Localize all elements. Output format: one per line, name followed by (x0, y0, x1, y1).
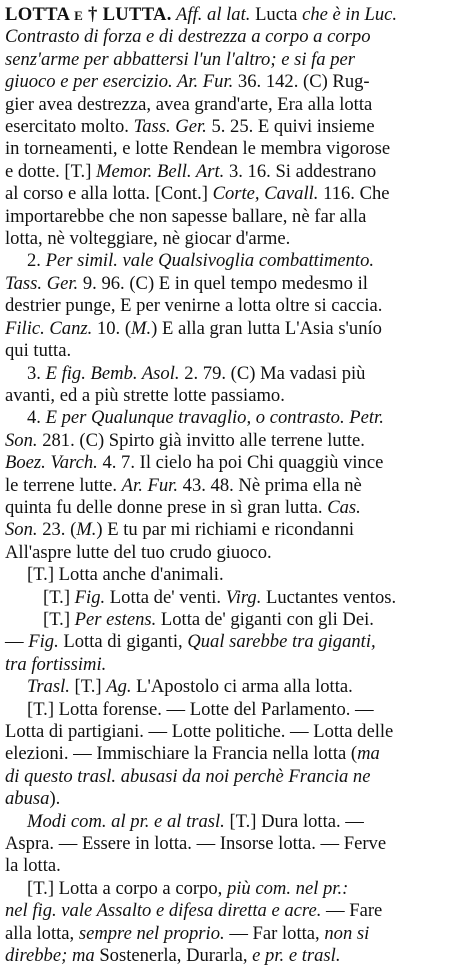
text-line (5, 49, 460, 71)
text-fragment: [T.] (43, 586, 75, 608)
text-fragment: Lotta di partigiani. — Lotte politiche. — Lotta delle (5, 721, 394, 742)
text-fragment: elezioni. — Immischiare la Francia nella lotta ( (5, 743, 358, 765)
text-fragment: 43. 48. Nè prima ella nè (182, 474, 362, 496)
text-fragment: Corte, Cavall. (212, 183, 324, 205)
text-fragment: Boez. Varch. (5, 452, 103, 474)
text-fragment: Lotta de' giganti con gli Dei. (160, 608, 374, 630)
text-fragment: [T.] (43, 608, 75, 630)
text-line (5, 900, 460, 922)
text-fragment: ) E tu par mi richiami e ricondanni (96, 519, 355, 541)
text-fragment: Cas. (327, 496, 361, 518)
text-line (5, 250, 460, 272)
text-line (5, 923, 460, 945)
text-fragment: Per estens. (74, 608, 161, 630)
text-fragment: Luctantes ventos. (266, 586, 397, 608)
text-line (5, 564, 460, 586)
text-fragment: 5. 25. E quivi insieme (211, 116, 375, 138)
text-fragment: [T.] Dura lotta. — (229, 810, 364, 832)
text-fragment: [T.] Lotta forense. — Lotte del Parlamento. — (27, 698, 374, 720)
text-fragment: Tass. Ger. (5, 272, 83, 294)
text-fragment: Modi com. al pr. e al trasl. (27, 810, 230, 832)
text-fragment: Fig. (74, 586, 110, 608)
text-fragment: 3. (27, 362, 46, 384)
text-fragment: Memor. Bell. Art. (96, 160, 229, 182)
text-line (5, 811, 460, 833)
text-line (5, 609, 460, 631)
text-line (5, 855, 460, 877)
text-line (5, 743, 460, 765)
text-fragment: in torneamenti, e lotte Rendean le membra vigorose (5, 138, 391, 160)
text-line (5, 318, 460, 340)
text-line (5, 138, 460, 160)
text-line (5, 631, 460, 653)
text-line (5, 766, 460, 788)
text-fragment: 2. (27, 250, 46, 272)
text-line (5, 676, 460, 698)
text-line (5, 430, 460, 452)
text-fragment: 2. 79. (C) Ma vadasi più (184, 362, 366, 384)
text-fragment: 116. Che (323, 183, 390, 205)
text-fragment: Qual sarebbe tra giganti, (187, 631, 376, 653)
text-fragment: Ag. (106, 676, 137, 698)
text-fragment: esercitato molto. (5, 116, 134, 138)
text-fragment: Ar. Fur. (121, 474, 183, 496)
text-line (5, 71, 460, 93)
text-fragment: E fig. Bemb. Asol. (45, 362, 185, 384)
text-fragment: Sostenerla, Durarla, (99, 945, 253, 967)
text-fragment: e dotte. [T.] (5, 160, 97, 182)
text-line (5, 878, 460, 900)
text-line (5, 116, 460, 138)
text-fragment: al corso e alla lotta. [Cont.] (5, 183, 213, 205)
text-fragment: avanti, ed a più strette lotte passiamo. (5, 384, 285, 406)
text-fragment: Per simil. vale Qualsivoglia combattimento. (45, 250, 375, 272)
text-fragment: nel fig. vale Assalto e difesa diretta e acre. (5, 900, 327, 922)
text-fragment: Lotta di giganti, (63, 631, 188, 653)
text-fragment: alla lotta, (5, 922, 79, 944)
text-fragment: le terrene lutte. (5, 474, 122, 496)
text-fragment: 23. ( (42, 519, 77, 541)
text-fragment: L'Apostolo ci arma alla lotta. (136, 676, 353, 698)
text-fragment: [T.] Lotta anche d'animali. (27, 564, 224, 586)
text-fragment: E per Qualunque travaglio, o contrasto. Petr. (45, 407, 384, 429)
text-fragment: Lucta (255, 4, 303, 25)
text-fragment: la lotta. (5, 855, 61, 877)
text-fragment: quinta fu delle donne prese in sì gran lutta. (5, 496, 328, 518)
text-line (5, 833, 460, 855)
text-fragment: 10. ( (96, 317, 132, 339)
text-fragment: 281. (C) Spirto già invitto alle terrene lutte. (42, 429, 365, 451)
text-fragment: sempre nel proprio. (78, 922, 230, 944)
text-fragment: Aspra. — Essere in lotta. — Insorse lotta. — Ferve (5, 833, 387, 855)
text-line (5, 161, 460, 183)
text-line (5, 26, 460, 48)
text-fragment: importarebbe che non sapesse ballare, nè far alla (5, 205, 367, 227)
text-line (5, 542, 460, 564)
text-line (5, 295, 460, 317)
text-fragment: — Fare (326, 900, 383, 922)
text-fragment: Contrasto di forza e di destrezza a corpo a corpo (5, 26, 371, 48)
text-fragment: M. (131, 317, 152, 339)
text-fragment: 9. 96. (C) E in quel tempo medesmo il (82, 272, 368, 294)
text-line (5, 788, 460, 810)
text-fragment: abusa (5, 788, 50, 810)
text-fragment: Virg. (225, 586, 267, 608)
text-fragment: tra fortissimi. (5, 653, 107, 675)
text-fragment: All'aspre lutte del tuo crudo giuoco. (5, 541, 272, 563)
text-line (5, 587, 460, 609)
text-line (5, 475, 460, 497)
text-fragment: Trasl. (27, 676, 75, 698)
text-line (5, 273, 460, 295)
text-fragment: Aff. al lat. (171, 4, 256, 25)
text-fragment: 4. 7. Il cielo ha poi Chi quaggiù vince (102, 452, 384, 474)
text-fragment: Son. (5, 519, 43, 541)
text-line (5, 654, 460, 676)
text-fragment: Lotta de' venti. (109, 586, 226, 608)
text-line (5, 945, 460, 967)
text-fragment: qui tutta. (5, 340, 72, 362)
text-fragment: e pr. e trasl. (252, 945, 341, 967)
text-line (5, 183, 460, 205)
text-line (5, 94, 460, 116)
text-line (5, 385, 460, 407)
text-line (5, 228, 460, 250)
text-fragment: Filic. Canz. (5, 317, 97, 339)
text-fragment: lotta, nè volteggiare, nè giocar d'arme. (5, 228, 291, 250)
text-fragment: — Far lotta, (229, 922, 325, 944)
text-line (5, 363, 460, 385)
text-fragment: gier avea destrezza, avea grand'arte, Era alla lotta (5, 93, 373, 115)
text-line (5, 699, 460, 721)
text-fragment: Son. (5, 429, 43, 451)
text-fragment: senz'arme per abbattersi l'un l'altro; e si fa per (5, 48, 356, 70)
text-line (5, 721, 460, 743)
text-fragment: [T.] (74, 676, 107, 698)
text-fragment: destrier punge, E per venirne a lotta oltre si caccia. (5, 295, 383, 317)
text-fragment: 3. 16. Si addestrano (228, 160, 377, 182)
headword: LOTTA e † LUTTA. (5, 4, 172, 25)
text-fragment: ) E alla gran lutta L'Asia s'unío (151, 317, 382, 339)
text-fragment: [T.] Lotta a corpo a corpo, (27, 877, 227, 899)
text-fragment: M. (76, 519, 97, 541)
text-fragment: ma (357, 743, 380, 765)
text-fragment: 4. (27, 407, 46, 429)
text-line (5, 340, 460, 362)
text-fragment: di questo trasl. abusasi da noi perchè Francia ne (5, 765, 371, 787)
text-fragment: giuoco e per esercizio. Ar. Fur. (5, 71, 238, 93)
text-line (5, 497, 460, 519)
text-line (5, 407, 460, 429)
text-line (5, 206, 460, 228)
text-fragment: ). (49, 788, 61, 810)
text-fragment: non si (324, 922, 370, 944)
text-line (5, 4, 460, 26)
text-line (5, 519, 460, 541)
text-fragment: Fig. (28, 631, 64, 653)
text-line (5, 452, 460, 474)
text-fragment: più com. nel pr.: (226, 877, 349, 899)
text-fragment: che è in Luc. (302, 4, 398, 25)
text-fragment: direbbe; ma (5, 945, 100, 967)
text-fragment: 36. 142. (C) Rug- (237, 71, 370, 93)
text-fragment: Tass. Ger. (133, 116, 212, 138)
text-fragment: — (5, 631, 29, 653)
